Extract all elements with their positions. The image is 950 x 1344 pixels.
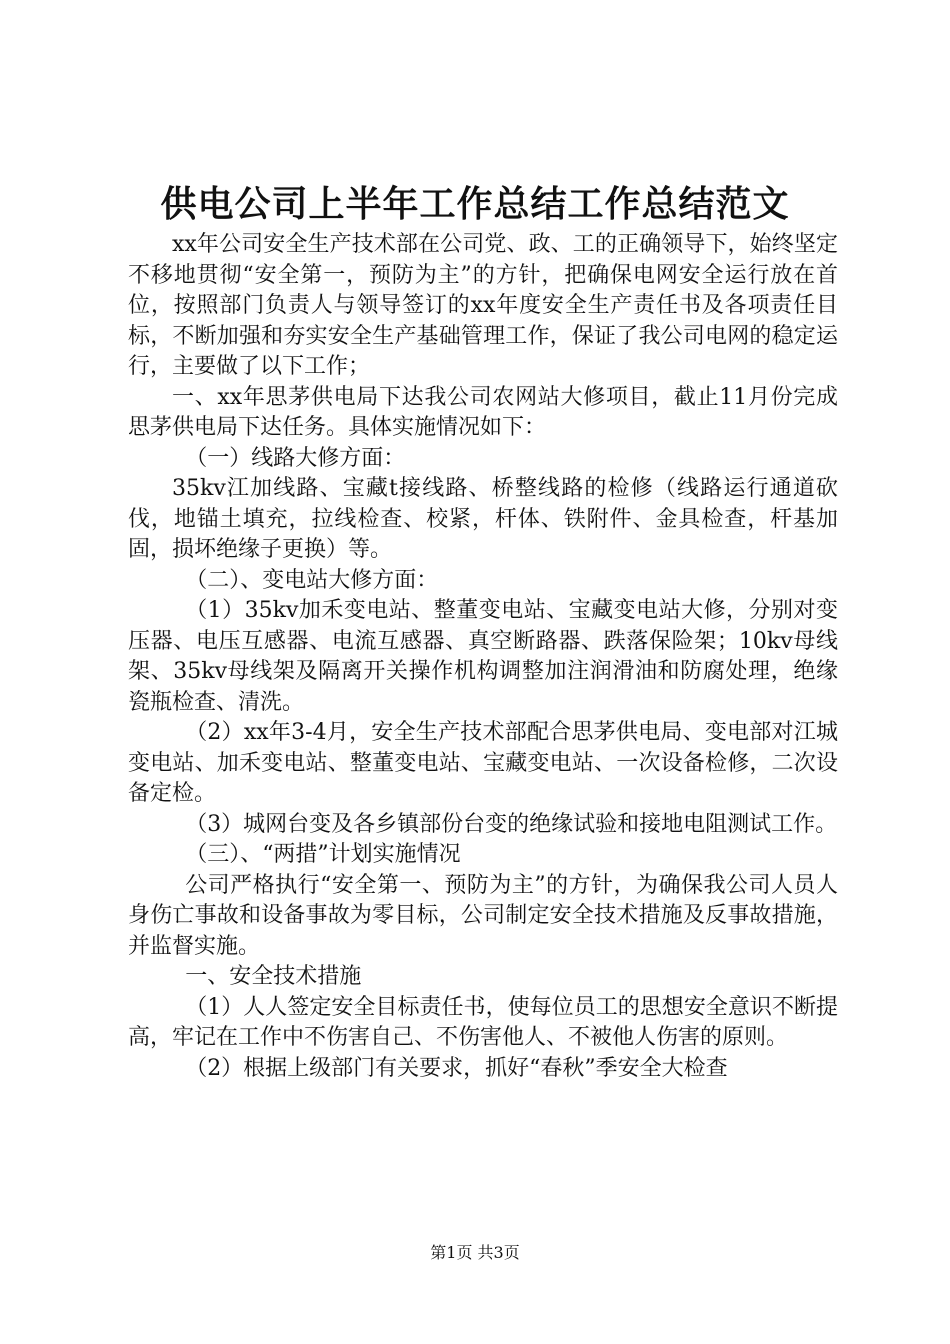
paragraph-safety-2: （2）根据上级部门有关要求，抓好“春秋”季安全大检查 — [185, 1055, 728, 1081]
page-footer: 第1页 共3页 — [430, 1243, 520, 1262]
paragraph-two-measures: 公司严格执行“安全第一、预防为主”的方针，为确保我公司人员人身伤亡事故和设备事故为零目标，公司制定安全技术措施及反事故措施，并监督实施。 — [128, 872, 838, 959]
document-title: 供电公司上半年工作总结工作总结范文 — [160, 183, 790, 225]
paragraph-section-1: 一、xx年思茅供电局下达我公司农网站大修项目，截止11月份完成思茅供电局下达任务。具体实施情况如下： — [128, 384, 838, 440]
paragraph-intro: xx年公司安全生产技术部在公司党、政、工的正确领导下，始终坚定不移地贯彻“安全第一，预防为主”的方针，把确保电网安全运行放在首位，按照部门负责人与领导签订的xx年度安全生产责任书及各项责任目标，不断加强和夯实安全生产基础管理工作，保证了我公司电网的稳定运行，主要做了以下工作； — [128, 232, 838, 379]
paragraph-line-repair: 35kv江加线路、宝藏t接线路、桥整线路的检修（线路运行通道砍伐，地锚土填充，拉线检查、校紧，杆体、铁附件、金具检查，杆基加固，损坏绝缘子更换）等。 — [128, 476, 838, 562]
heading-substation-repair: （二）、变电站大修方面： — [185, 567, 439, 593]
paragraph-substation-1: （1）35kv加禾变电站、整董变电站、宝藏变电站大修，分别对变压器、电压互感器、电流互感器、真空断路器、跌落保险架；10kv母线架、35kv母线架及隔离开关操作机构调整加注润滑油和防腐处理，绝缘瓷瓶检查、清洗。 — [128, 598, 838, 715]
paragraph-safety-1: （1）人人签定安全目标责任书，使每位员工的思想安全意识不断提高，牢记在工作中不伤害自己、不伤害他人、不被他人伤害的原则。 — [128, 994, 838, 1050]
heading-safety-tech: 一、安全技术措施 — [185, 964, 362, 989]
paragraph-substation-2: （2）xx年3-4月，安全生产技术部配合思茅供电局、变电部对江城变电站、加禾变电站、整董变电站、宝藏变电站、一次设备检修，二次设备定检。 — [128, 720, 838, 806]
heading-line-repair: （一）线路大修方面： — [185, 445, 406, 471]
heading-two-measures: （三）、“两措”计划实施情况 — [185, 842, 461, 867]
paragraph-substation-3: （3）城网台变及各乡镇部份台变的绝缘试验和接地电阻测试工作。 — [185, 811, 838, 837]
document-body — [128, 230, 838, 1084]
